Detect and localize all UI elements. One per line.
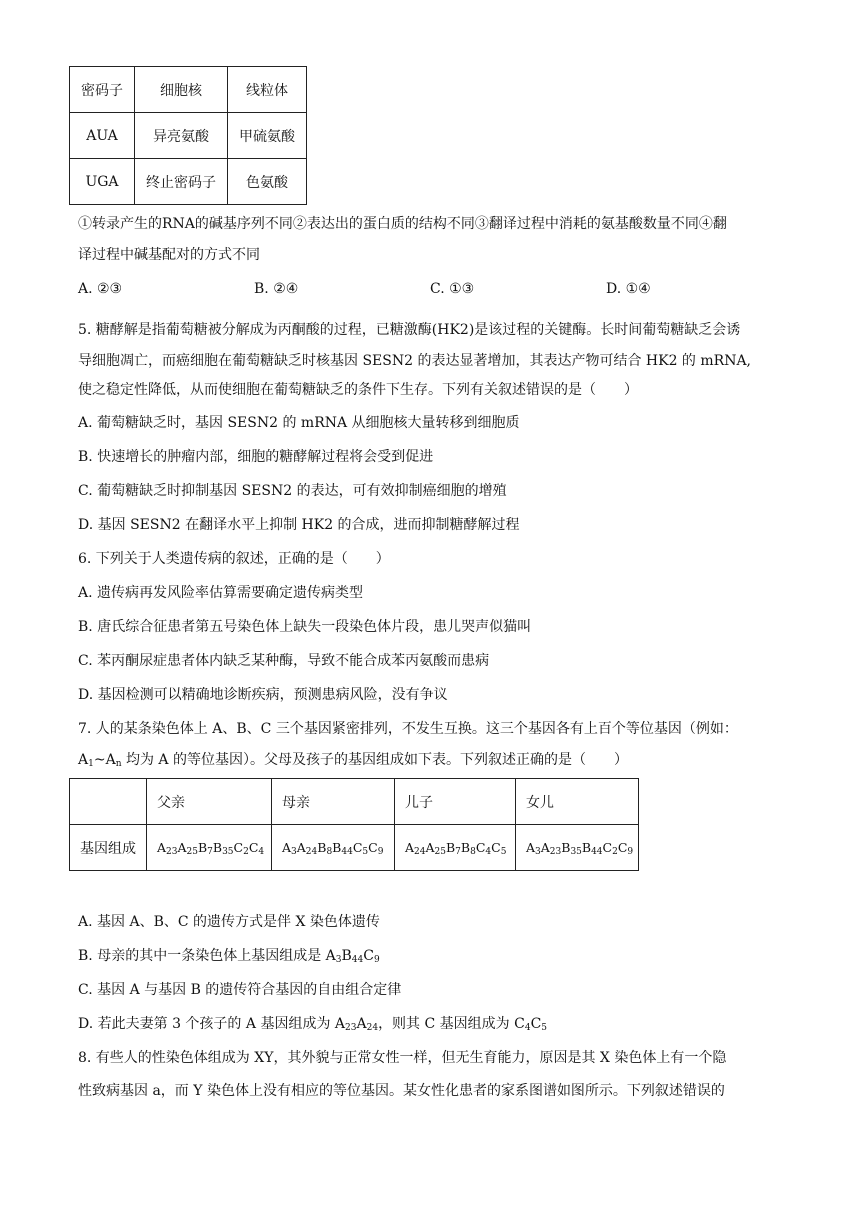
table-row [70, 825, 639, 871]
gene-subscript: 8 [470, 847, 476, 857]
q7-stem-line1: 7. 人的某条染色体上 A、B、C 三个基因紧密排列，不发生互换。这三个基因各有上百个等位基因（例如： [78, 721, 738, 737]
gene-subscript: 25 [186, 847, 198, 857]
son-genotype [395, 825, 516, 871]
table-header-cell: 女儿 [516, 779, 639, 825]
q8-stem-line2: 性致病基因 a，而 Y 染色体上没有相应的等位基因。某女性化患者的家系图谱如图所示。下列叙述错误的 [78, 1083, 725, 1099]
gene-subscript: 4 [485, 847, 492, 857]
gene-symbol: C [514, 1016, 525, 1032]
gene-subscript: 35 [570, 847, 582, 857]
gene-subscript: 44 [341, 847, 353, 857]
table-header-cell: 细胞核 [135, 67, 228, 113]
gene-subscript: 3 [335, 955, 342, 965]
gene-subscript: 7 [207, 847, 213, 857]
gene-symbol: A [526, 840, 536, 855]
gene-symbol: A [282, 840, 292, 855]
table-cell: 色氨酸 [228, 159, 307, 205]
gene-symbol: A [425, 840, 435, 855]
gene-subscript: 3 [291, 847, 297, 857]
gene-symbol: B [445, 840, 456, 855]
q7-option-c: C. 基因 A 与基因 B 的遗传符合基因的自由组合定律 [78, 982, 402, 998]
gene-subscript: 9 [377, 847, 384, 857]
table-header-cell: 父亲 [147, 779, 272, 825]
q4-option-a: A. ②③ [78, 281, 123, 297]
gene-symbol: C [368, 840, 378, 855]
gene-symbol: C [248, 840, 259, 855]
gene-symbol: B [197, 840, 208, 855]
gene-symbol: C [363, 948, 374, 964]
table-cell: 甲硫氨酸 [228, 113, 307, 159]
table-row [70, 113, 307, 159]
gene-subscript: 24 [414, 847, 426, 857]
table-row [70, 779, 639, 825]
genotype-table [69, 778, 639, 871]
table-header-cell: 儿子 [395, 779, 516, 825]
gene-subscript: 2 [612, 847, 618, 857]
gene-symbol: A [157, 840, 167, 855]
table-cell: 异亮氨酸 [135, 113, 228, 159]
gene-subscript: 9 [373, 955, 380, 965]
table-row [70, 159, 307, 205]
gene-subscript: 7 [455, 847, 461, 857]
father-genotype [147, 825, 272, 871]
gene-symbol: A [356, 1016, 367, 1032]
gene-symbol: C [617, 840, 628, 855]
gene-subscript: 24 [305, 847, 318, 857]
gene-symbol: B [460, 840, 471, 855]
gene-subscript: 8 [326, 847, 333, 857]
gene-subscript: 5 [362, 847, 369, 857]
gene-symbol: A [325, 948, 336, 964]
table-cell: AUA [70, 113, 135, 159]
gene-symbol: A [177, 840, 187, 855]
table-row [70, 67, 307, 113]
gene-subscript: 9 [627, 847, 634, 857]
gene-subscript: 44 [591, 847, 603, 857]
gene-subscript: 24 [366, 1023, 379, 1033]
q4-option-c: C. ①③ [430, 281, 475, 297]
q5-option-d: D. 基因 SESN2 在翻译水平上抑制 HK2 的合成，进而抑制糖酵解过程 [78, 517, 520, 533]
q5-stem-line2: 导细胞凋亡，而癌细胞在葡萄糖缺乏时核基因 SESN2 的表达显著增加，其表达产物可结合 HK2 的 mRNA, [78, 353, 752, 369]
gene-symbol: B [212, 840, 223, 855]
gene-symbol: C [602, 840, 613, 855]
gene-symbol: B [581, 840, 592, 855]
table-header-cell: 线粒体 [228, 67, 307, 113]
gene-subscript: 35 [222, 847, 234, 857]
gene-subscript: 23 [345, 1023, 357, 1033]
gene-subscript: 4 [524, 1023, 531, 1033]
q7-option-a: A. 基因 A、B、C 的遗传方式是伴 X 染色体遗传 [78, 914, 380, 930]
q4-statements-cont: 译过程中碱基配对的方式不同 [78, 247, 260, 263]
gene-subscript: 23 [166, 847, 178, 857]
gene-symbol: C [530, 1016, 542, 1032]
gene-symbol: A [334, 1016, 346, 1032]
q5-stem-line3: 使之稳定性降低，从而使细胞在葡萄糖缺乏的条件下生存。下列有关叙述错误的是（ ） [78, 382, 638, 398]
q4-statements: ①转录产生的RNA的碱基序列不同②表达出的蛋白质的结构不同③翻译过程中消耗的氨基酸数量不同④翻 [78, 216, 727, 232]
q6-option-a: A. 遗传病再发风险率估算需要确定遗传病类型 [78, 585, 364, 601]
gene-subscript: 4 [258, 847, 265, 857]
gene-subscript: 5 [500, 847, 507, 857]
q7-option-b: B. 母亲的其中一条染色体上基因组成是 $A_3B_{44}C_9$ [78, 948, 380, 965]
gene-symbol: C [491, 840, 501, 855]
q6-option-d: D. 基因检测可以精确地诊断疾病，预测患病风险，没有争议 [78, 687, 448, 703]
q7-stem-line2: $A_1\sim A_n$ 均为 A 的等位基因）。父母及孩子的基因组成如下表。下列叙述正确的是（ ） [78, 752, 628, 769]
gene-subscript: 44 [351, 955, 364, 965]
gene-subscript: 25 [434, 847, 446, 857]
q6-option-c: C. 苯丙酮尿症患者体内缺乏某种酶，导致不能合成苯丙氨酸而患病 [78, 653, 490, 669]
table-row-label: 基因组成 [70, 825, 147, 871]
q8-stem-line1: 8. 有些人的性染色体组成为 XY，其外貌与正常女性一样，但无生育能力，原因是其 X 染色体上有一个隐 [78, 1050, 727, 1066]
gene-symbol: B [341, 948, 352, 964]
gene-subscript: 2 [243, 847, 249, 857]
q4-option-b: B. ②④ [254, 281, 299, 297]
gene-symbol: C [233, 840, 244, 855]
q7-option-d: D. 若此夫妻第 3 个孩子的 A 基因组成为 $A_{23}A_{24}$，则其 C 基因组成为 $C_4C_5$ [78, 1016, 548, 1033]
q5-option-c: C. 葡萄糖缺乏时抑制基因 SESN2 的表达，可有效抑制癌细胞的增殖 [78, 483, 507, 499]
gene-symbol: B [317, 840, 327, 855]
q4-option-d: D. ①④ [606, 281, 651, 297]
table-cell: 终止密码子 [135, 159, 228, 205]
gene-symbol: A [405, 840, 415, 855]
table-cell: UGA [70, 159, 135, 205]
gene-symbol: C [475, 840, 486, 855]
table-header-cell [70, 779, 147, 825]
q5-option-a: A. 葡萄糖缺乏时，基因 SESN2 的 mRNA 从细胞核大量转移到细胞质 [78, 415, 520, 431]
table-header-cell: 母亲 [272, 779, 395, 825]
gene-subscript: 3 [535, 847, 541, 857]
gene-symbol: B [561, 840, 571, 855]
q5-stem-line1: 5. 糖酵解是指葡萄糖被分解成为丙酮酸的过程，已糖激酶(HK2)是该过程的关键酶。长时间葡萄糖缺乏会诱 [78, 322, 741, 338]
q6-option-b: B. 唐氏综合征患者第五号染色体上缺失一段染色体片段，患儿哭声似猫叫 [78, 619, 532, 635]
gene-subscript: 23 [549, 847, 562, 857]
table-header-cell: 密码子 [70, 67, 135, 113]
gene-symbol: A [296, 840, 306, 855]
gene-symbol: A [540, 840, 550, 855]
q6-stem: 6. 下列关于人类遗传病的叙述，正确的是（ ） [78, 551, 390, 567]
gene-subscript: 5 [541, 1023, 548, 1033]
gene-symbol: C [352, 840, 363, 855]
gene-symbol: B [332, 840, 342, 855]
q5-option-b: B. 快速增长的肿瘤内部，细胞的糖酵解过程将会受到促进 [78, 449, 434, 465]
daughter-genotype [516, 825, 639, 871]
mother-genotype [272, 825, 395, 871]
codon-table [69, 66, 307, 205]
